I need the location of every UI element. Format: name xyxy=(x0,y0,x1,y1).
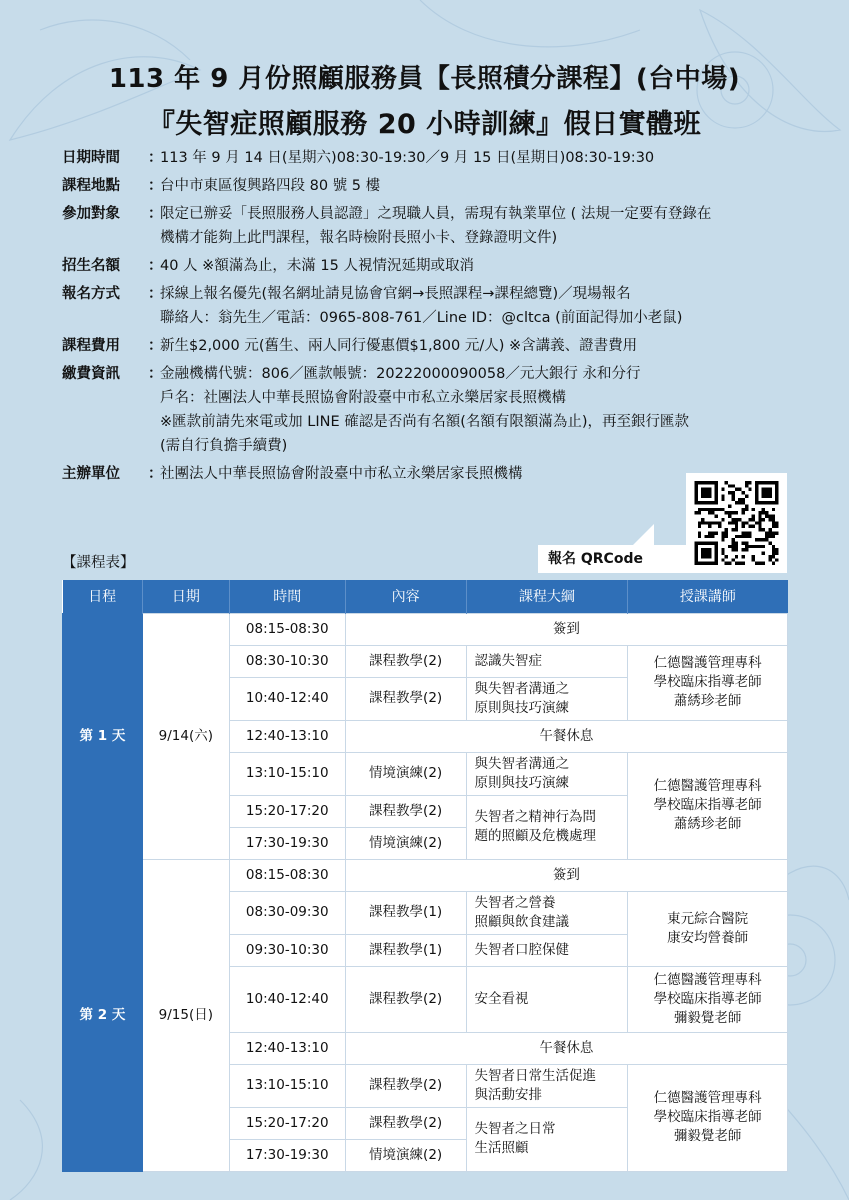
day1-name: 第 1 天 xyxy=(63,613,143,859)
info-fee: 課程費用 ： 新生$2,000 元(舊生、兩人同行優惠價$1,800 元/人) ※含講義、證書費用 xyxy=(62,334,802,358)
time-cell: 08:15-08:30 xyxy=(229,613,345,645)
page-title: 113 年 9 月份照顧服務員【長照積分課程】(台中場) xyxy=(108,64,741,94)
header-teacher: 授課講師 xyxy=(628,580,788,613)
content-cell: 課程教學(2) xyxy=(345,795,466,827)
course-info xyxy=(62,146,802,490)
header-content: 內容 xyxy=(345,580,466,613)
teacher-cell: 仁德醫護管理專科 學校臨床指導老師 蕭綉珍老師 xyxy=(628,752,788,859)
time-cell: 09:30-10:30 xyxy=(229,934,345,966)
outline-cell: 認識失智症 xyxy=(466,645,628,677)
info-organizer-value: 社團法人中華長照協會附設臺中市私立永樂居家長照機構 xyxy=(160,466,523,482)
info-organizer-label: 主辦單位 xyxy=(62,466,120,482)
info-audience-line1: 限定已辦妥「長照服務人員認證」之現職人員，需現有執業單位 ( 法規一定要有登錄在 xyxy=(160,206,712,222)
content-cell: 課程教學(1) xyxy=(345,891,466,934)
info-payment-line4: (需自行負擔手續費) xyxy=(160,438,288,454)
time-cell: 08:15-08:30 xyxy=(229,859,345,891)
content-cell: 課程教學(2) xyxy=(345,645,466,677)
info-signup-line1: 採線上報名優先(報名網址請見協會官網→長照課程→課程總覽)／現場報名 xyxy=(160,286,631,302)
schedule-table xyxy=(62,580,788,1172)
header-day: 日程 xyxy=(63,580,143,613)
table-row xyxy=(63,859,788,891)
time-cell: 15:20-17:20 xyxy=(229,1107,345,1139)
qr-code-icon xyxy=(694,481,779,565)
time-cell: 10:40-12:40 xyxy=(229,677,345,720)
info-payment-line2: 戶名：社團法人中華長照協會附設臺中市私立永樂居家長照機構 xyxy=(160,390,566,406)
header-outline: 課程大綱 xyxy=(466,580,628,613)
info-payment: 繳費資訊 ： 金融機構代號：806／匯款帳號：20222000090058／元大銀行 永和分行 戶名：社團法人中華長照協會附設臺中市私立永樂居家長照機構 ※匯款前請先來電或加 LINE 確認是否尚有名額(名額有限額滿為止)，再至銀行匯款 (需自行負擔手續費) xyxy=(62,362,802,458)
merged-cell: 午餐休息 xyxy=(345,1032,787,1064)
time-cell: 17:30-19:30 xyxy=(229,1139,345,1171)
time-cell: 17:30-19:30 xyxy=(229,827,345,859)
info-payment-line3: ※匯款前請先來電或加 LINE 確認是否尚有名額(名額有限額滿為止)，再至銀行匯款 xyxy=(160,414,690,430)
day1-date: 9/14(六) xyxy=(142,613,229,859)
info-location: 課程地點 ： 台中市東區復興路四段 80 號 5 樓 xyxy=(62,174,802,198)
time-cell: 13:10-15:10 xyxy=(229,1064,345,1107)
info-date-value: 113 年 9 月 14 日(星期六)08:30-19:30／9 月 15 日(星期日)08:30-19:30 xyxy=(160,150,655,166)
outline-cell: 失智者之日常 生活照顧 xyxy=(466,1107,628,1171)
time-cell: 10:40-12:40 xyxy=(229,966,345,1032)
outline-cell: 失智者日常生活促進 與活動安排 xyxy=(466,1064,628,1107)
time-cell: 13:10-15:10 xyxy=(229,752,345,795)
content-cell: 課程教學(2) xyxy=(345,677,466,720)
info-audience-line2: 機構才能夠上此門課程，報名時檢附長照小卡、登錄證明文件) xyxy=(160,230,558,246)
info-audience: 參加對象 ： 限定已辦妥「長照服務人員認證」之現職人員，需現有執業單位 ( 法規一定要有登錄在 機構才能夠上此門課程，報名時檢附長照小卡、登錄證明文件) xyxy=(62,202,802,250)
merged-cell: 午餐休息 xyxy=(345,720,787,752)
info-organizer: 主辦單位 ： 社團法人中華長照協會附設臺中市私立永樂居家長照機構 xyxy=(62,462,802,486)
merged-cell: 簽到 xyxy=(345,859,787,891)
teacher-cell: 仁德醫護管理專科 學校臨床指導老師 彌毅覺老師 xyxy=(628,966,788,1032)
qr-pointer xyxy=(632,524,654,546)
info-location-label: 課程地點 xyxy=(62,178,120,194)
time-cell: 12:40-13:10 xyxy=(229,1032,345,1064)
header-time: 時間 xyxy=(229,580,345,613)
content-cell: 情境演練(2) xyxy=(345,827,466,859)
info-audience-label: 參加對象 xyxy=(62,206,120,222)
info-location-value: 台中市東區復興路四段 80 號 5 樓 xyxy=(160,178,381,194)
content-cell: 情境演練(2) xyxy=(345,752,466,795)
info-date: 日期時間 ： 113 年 9 月 14 日(星期六)08:30-19:30／9 月 15 日(星期日)08:30-19:30 xyxy=(62,146,802,170)
info-quota-value: 40 人 ※額滿為止，未滿 15 人視情況延期或取消 xyxy=(160,258,474,274)
time-cell: 15:20-17:20 xyxy=(229,795,345,827)
info-signup-line2: 聯絡人：翁先生／電話：0965-808-761／Line ID：@cltca (前面記得加小老鼠) xyxy=(160,310,683,326)
info-fee-label: 課程費用 xyxy=(62,338,120,354)
outline-cell: 失智者之精神行為問 題的照顧及危機處理 xyxy=(466,795,628,859)
content-cell: 課程教學(2) xyxy=(345,1064,466,1107)
info-date-label: 日期時間 xyxy=(62,150,120,166)
info-quota-label: 招生名額 xyxy=(62,258,120,274)
merged-cell: 簽到 xyxy=(345,613,787,645)
table-header-row xyxy=(63,580,788,613)
outline-cell: 與失智者溝通之 原則與技巧演練 xyxy=(466,752,628,795)
schedule-label: 【課程表】 xyxy=(62,555,135,571)
day2-date: 9/15(日) xyxy=(142,859,229,1171)
teacher-cell: 東元綜合醫院 康安均營養師 xyxy=(628,891,788,966)
content-cell: 課程教學(1) xyxy=(345,934,466,966)
teacher-cell: 仁德醫護管理專科 學校臨床指導老師 彌毅覺老師 xyxy=(628,1064,788,1171)
info-quota: 招生名額 ： 40 人 ※額滿為止，未滿 15 人視情況延期或取消 xyxy=(62,254,802,278)
table-row xyxy=(63,613,788,645)
outline-cell: 失智者之營養 照顧與飲食建議 xyxy=(466,891,628,934)
page-subtitle: 『失智症照顧服務 20 小時訓練』假日實體班 xyxy=(147,109,702,140)
info-payment-line1: 金融機構代號：806／匯款帳號：20222000090058／元大銀行 永和分行 xyxy=(160,366,641,382)
time-cell: 12:40-13:10 xyxy=(229,720,345,752)
content-cell: 課程教學(2) xyxy=(345,1107,466,1139)
outline-cell: 安全看視 xyxy=(466,966,628,1032)
teacher-cell: 仁德醫護管理專科 學校臨床指導老師 蕭綉珍老師 xyxy=(628,645,788,720)
day2-name: 第 2 天 xyxy=(63,859,143,1171)
content-cell: 課程教學(2) xyxy=(345,966,466,1032)
info-signup-label: 報名方式 xyxy=(62,286,120,302)
outline-cell: 與失智者溝通之 原則與技巧演練 xyxy=(466,677,628,720)
time-cell: 08:30-09:30 xyxy=(229,891,345,934)
info-signup: 報名方式 ： 採線上報名優先(報名網址請見協會官網→長照課程→課程總覽)／現場報名 聯絡人：翁先生／電話：0965-808-761／Line ID：@cltca (前面記得加小老鼠) xyxy=(62,282,802,330)
time-cell: 08:30-10:30 xyxy=(229,645,345,677)
outline-cell: 失智者口腔保健 xyxy=(466,934,628,966)
qr-label: 報名 QRCode xyxy=(538,545,688,573)
info-fee-value: 新生$2,000 元(舊生、兩人同行優惠價$1,800 元/人) ※含講義、證書費用 xyxy=(160,338,638,354)
info-payment-label: 繳費資訊 xyxy=(62,366,120,382)
header-date: 日期 xyxy=(142,580,229,613)
content-cell: 情境演練(2) xyxy=(345,1139,466,1171)
signup-qr-code[interactable] xyxy=(686,473,787,573)
